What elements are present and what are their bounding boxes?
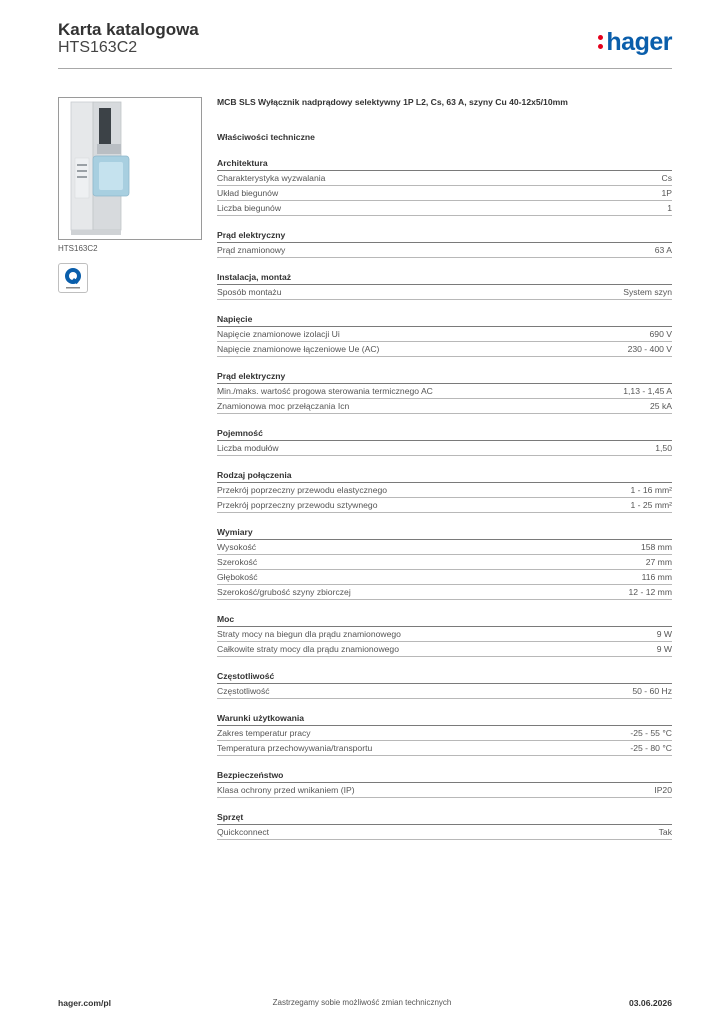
hager-logo [597,28,672,57]
footer-note: Zastrzegamy sobie możliwość zmian technicznych [272,998,452,1007]
spec-section [217,158,672,216]
header-divider [58,68,672,69]
spec-row [217,342,672,357]
spec-row [217,825,672,840]
spec-value: 9 W [656,644,672,654]
spec-row [217,642,672,657]
section-title: Rodzaj połączenia [217,470,672,483]
spec-label: Całkowite straty mocy dla prądu znamionowego [217,644,399,654]
spec-label: Straty mocy na biegun dla prądu znamionowego [217,629,401,639]
quickconnect-badge [58,263,88,293]
spec-section [217,470,672,513]
section-title: Moc [217,614,672,627]
spec-row [217,186,672,201]
spec-section [217,428,672,456]
spec-value: System szyn [623,287,672,297]
spec-row [217,243,672,258]
spec-value: 63 A [654,245,672,255]
spec-label: Temperatura przechowywania/transportu [217,743,373,753]
spec-section [217,614,672,657]
spec-label: Charakterystyka wyzwalania [217,173,326,183]
properties-heading: Właściwości techniczne [217,132,315,142]
spec-row [217,726,672,741]
section-title: Sprzęt [217,812,672,825]
spec-label: Przekrój poprzeczny przewodu sztywnego [217,500,378,510]
spec-value: -25 - 55 °C [630,728,672,738]
spec-label: Zakres temperatur pracy [217,728,311,738]
spec-value: 230 - 400 V [627,344,672,354]
spec-label: Napięcie znamionowe łączeniowe Ue (AC) [217,344,380,354]
spec-row [217,684,672,699]
spec-row [217,441,672,456]
mcb-device-image [59,98,201,239]
spec-content [217,97,672,840]
spec-label: Szerokość [217,557,258,567]
spec-value: 116 mm [641,572,672,582]
footer-date: 03.06.2026 [628,998,672,1008]
spec-label: Sposób montażu [217,287,282,297]
section-title: Warunki użytkowania [217,713,672,726]
spec-label: Wysokość [217,542,257,552]
spec-value: -25 - 80 °C [630,743,672,753]
spec-label: Głębokość [217,572,258,582]
spec-row [217,327,672,342]
spec-value: 1 [667,203,672,213]
spec-section [217,671,672,699]
spec-section [217,314,672,357]
spec-row [217,171,672,186]
section-title: Napięcie [217,314,672,327]
spec-row [217,627,672,642]
spec-row [217,783,672,798]
image-caption: HTS163C2 [58,244,98,253]
spec-row [217,540,672,555]
spec-value: 27 mm [645,557,672,567]
section-title: Częstotliwość [217,671,672,684]
spec-label: Min./maks. wartość progowa sterowania termicznego AC [217,386,433,396]
quickconnect-q-icon [59,264,87,292]
spec-label: Prąd znamionowy [217,245,286,255]
spec-label: Szerokość/grubość szyny zbiorczej [217,587,351,597]
product-code: HTS163C2 [58,39,138,56]
spec-section [217,527,672,600]
spec-value: 25 kA [650,401,672,411]
spec-value: 1,13 - 1,45 A [623,386,672,396]
section-title: Instalacja, montaż [217,272,672,285]
spec-value: 1P [661,188,672,198]
page-title: Karta katalogowa [58,20,199,39]
spec-label: Układ biegunów [217,188,279,198]
spec-value: Cs [661,173,672,183]
spec-value: IP20 [654,785,672,795]
section-title: Pojemność [217,428,672,441]
product-title: MCB SLS Wyłącznik nadprądowy selektywny 1P L2, Cs, 63 A, szyny Cu 40-12x5/10mm [217,97,568,107]
spec-label: Klasa ochrony przed wnikaniem (IP) [217,785,355,795]
section-title: Prąd elektryczny [217,230,672,243]
spec-label: Liczba modułów [217,443,279,453]
spec-row [217,483,672,498]
spec-section [217,272,672,300]
spec-row [217,570,672,585]
spec-row [217,399,672,414]
logo-dots-icon [597,33,605,51]
section-title: Wymiary [217,527,672,540]
spec-label: Znamionowa moc przełączania Icn [217,401,350,411]
spec-value: Tak [658,827,672,837]
product-image [58,97,202,240]
spec-label: Częstotliwość [217,686,270,696]
spec-section [217,713,672,756]
spec-row [217,201,672,216]
spec-section [217,371,672,414]
spec-label: Przekrój poprzeczny przewodu elastycznego [217,485,388,495]
section-title: Prąd elektryczny [217,371,672,384]
spec-value: 158 mm [640,542,672,552]
spec-value: 1 - 16 mm² [630,485,672,495]
spec-value: 1 - 25 mm² [630,500,672,510]
spec-value: 690 V [649,329,672,339]
logo-text: hager [606,28,672,56]
spec-row [217,585,672,600]
spec-sections [217,158,672,840]
spec-label: Quickconnect [217,827,270,837]
spec-row [217,741,672,756]
spec-label: Liczba biegunów [217,203,282,213]
spec-section [217,770,672,798]
spec-row [217,498,672,513]
spec-value: 1,50 [655,443,672,453]
spec-row [217,285,672,300]
spec-value: 12 - 12 mm [628,587,672,597]
section-title: Architektura [217,158,672,171]
footer-site: hager.com/pl [58,998,112,1008]
spec-label: Napięcie znamionowe izolacji Ui [217,329,340,339]
spec-row [217,384,672,399]
section-title: Bezpieczeństwo [217,770,672,783]
spec-value: 50 - 60 Hz [632,686,672,696]
spec-value: 9 W [656,629,672,639]
spec-row [217,555,672,570]
spec-section [217,812,672,840]
spec-section [217,230,672,258]
